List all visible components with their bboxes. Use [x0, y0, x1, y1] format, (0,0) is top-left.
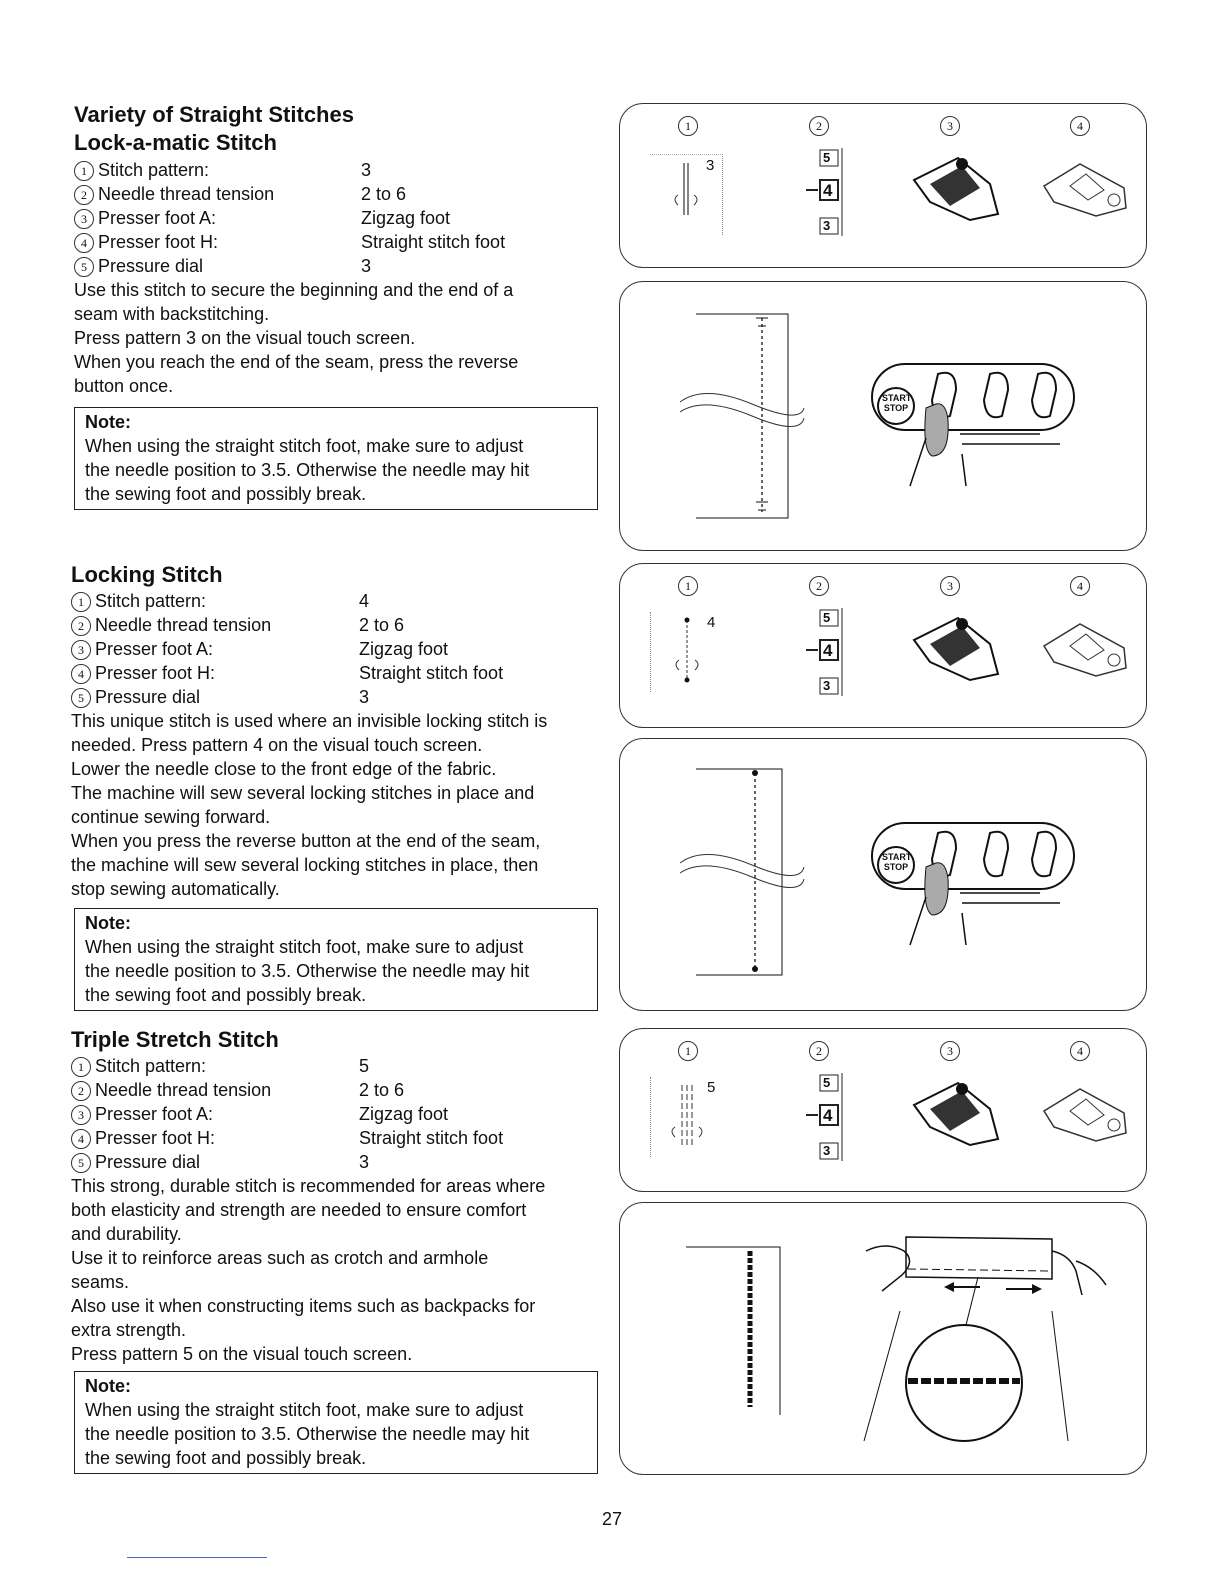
dial-number: 4 — [823, 181, 833, 200]
setting-label: Presser foot H: — [95, 663, 216, 683]
body-line: This unique stitch is used where an invisible locking stitch is — [71, 711, 548, 731]
circled-number: 3 — [940, 1041, 960, 1061]
body-text — [71, 1174, 545, 1366]
body-line: needed. Press pattern 4 on the visual touch screen. — [71, 735, 483, 755]
page-number: 27 — [601, 1509, 623, 1529]
body-text — [74, 278, 518, 398]
stitch-symbol-icon — [651, 612, 723, 692]
fabric-stitch-illustration — [680, 312, 880, 522]
note-line: When using the straight stitch foot, make sure to adjust — [85, 1400, 524, 1420]
setting-value: 3 — [361, 160, 372, 180]
body-line: When you press the reverse button at the end of the seam, — [71, 831, 541, 851]
note-title: Note: — [85, 913, 131, 933]
setting-label: Stitch pattern: — [95, 591, 207, 611]
setting-value: Straight stitch foot — [361, 232, 506, 252]
dial-number: 5 — [823, 1075, 831, 1090]
circled-number: 3 — [940, 576, 960, 596]
button-panel-illustration — [870, 819, 1080, 949]
tension-dial-icon — [806, 1073, 846, 1163]
body-line: seam with backstitching. — [74, 304, 270, 324]
dial-number: 3 — [823, 218, 831, 233]
dial-number: 4 — [823, 641, 833, 660]
circled-number: 1 — [678, 576, 698, 596]
body-line: Press pattern 5 on the visual touch screen. — [71, 1344, 413, 1364]
dial-number: 5 — [823, 610, 831, 625]
stretch-stitch-figure — [619, 1202, 1147, 1475]
circled-number: 2 — [809, 576, 829, 596]
body-text — [71, 709, 547, 901]
setting-value: Straight stitch foot — [359, 1128, 504, 1148]
note-line: the needle position to 3.5. Otherwise the needle may hit — [85, 961, 530, 981]
circled-number: 5 — [74, 257, 94, 277]
circled-number: 2 — [809, 116, 829, 136]
setting-value: Zigzag foot — [359, 639, 449, 659]
setting-value: 2 to 6 — [361, 184, 407, 204]
setting-label: Presser foot A: — [95, 639, 214, 659]
circled-number: 2 — [71, 616, 91, 636]
straight-stitch-foot-icon — [1040, 160, 1130, 218]
zigzag-foot-icon — [910, 154, 1002, 224]
setting-value: Straight stitch foot — [359, 663, 504, 683]
circled-number: 1 — [678, 116, 698, 136]
pattern-number: 5 — [707, 1079, 716, 1096]
dial-number: 3 — [823, 678, 831, 693]
body-line: This strong, durable stitch is recommended for areas where — [71, 1176, 546, 1196]
body-line: the machine will sew several locking stitches in place, then — [71, 855, 539, 875]
stretch-test-illustration — [856, 1231, 1116, 1471]
circled-number: 1 — [678, 1041, 698, 1061]
section-subtitle: Lock-a-matic Stitch — [74, 130, 277, 155]
circled-number: 1 — [71, 1057, 91, 1077]
setting-label: Presser foot A: — [95, 1104, 214, 1124]
circled-number: 4 — [74, 233, 94, 253]
settings-figure — [619, 103, 1147, 268]
setting-value: 2 to 6 — [359, 1080, 405, 1100]
setting-label: Presser foot A: — [98, 208, 217, 228]
note-box — [74, 1371, 598, 1474]
note-line: the sewing foot and possibly break. — [85, 484, 367, 504]
body-line: button once. — [74, 376, 174, 396]
body-line: stop sewing automatically. — [71, 879, 280, 899]
straight-stitch-foot-icon — [1040, 620, 1130, 678]
setting-value: 3 — [359, 1152, 370, 1172]
setting-label: Stitch pattern: — [95, 1056, 207, 1076]
note-title: Note: — [85, 412, 131, 432]
circled-number: 3 — [74, 209, 94, 229]
setting-value: 5 — [359, 1056, 370, 1076]
body-line: and durability. — [71, 1224, 182, 1244]
setting-label: Stitch pattern: — [98, 160, 210, 180]
circled-number: 4 — [71, 664, 91, 684]
divider — [127, 1557, 267, 1558]
body-line: seams. — [71, 1272, 130, 1292]
setting-value: Zigzag foot — [359, 1104, 449, 1124]
setting-value: 2 to 6 — [359, 615, 405, 635]
setting-value: Zigzag foot — [361, 208, 451, 228]
section-title: Variety of Straight Stitches — [74, 102, 354, 127]
circled-number: 3 — [940, 116, 960, 136]
circled-number: 4 — [1070, 1041, 1090, 1061]
setting-label: Pressure dial — [98, 256, 204, 276]
circled-number: 2 — [809, 1041, 829, 1061]
note-title: Note: — [85, 1376, 131, 1396]
pattern-number: 4 — [707, 614, 716, 631]
reverse-button-figure — [619, 281, 1147, 551]
zigzag-foot-icon — [910, 1079, 1002, 1149]
pattern-key-icon — [650, 154, 723, 235]
body-line: When you reach the end of the seam, press the reverse — [74, 352, 519, 372]
circled-number: 4 — [1070, 116, 1090, 136]
circled-number: 5 — [71, 688, 91, 708]
circled-number: 2 — [74, 185, 94, 205]
note-box — [74, 908, 598, 1011]
section-title: Locking Stitch — [71, 562, 223, 587]
circled-number: 5 — [71, 1153, 91, 1173]
stitch-symbol-icon — [650, 155, 722, 235]
dial-number: 4 — [823, 1106, 833, 1125]
circled-number: 4 — [71, 1129, 91, 1149]
setting-label: Pressure dial — [95, 1152, 201, 1172]
pattern-key-icon — [650, 612, 723, 692]
tension-dial-icon — [806, 148, 846, 238]
body-line: extra strength. — [71, 1320, 187, 1340]
note-line: When using the straight stitch foot, make sure to adjust — [85, 436, 524, 456]
circled-number: 1 — [71, 592, 91, 612]
fabric-stitch-illustration — [680, 767, 880, 979]
note-box — [74, 407, 598, 510]
start-stop-label: START STOP — [882, 393, 912, 413]
start-stop-label: START STOP — [882, 852, 912, 872]
note-line: the sewing foot and possibly break. — [85, 985, 367, 1005]
dial-number: 5 — [823, 150, 831, 165]
body-line: Use this stitch to secure the beginning and the end of a — [74, 280, 514, 300]
straight-stitch-foot-icon — [1040, 1085, 1130, 1143]
reverse-button-figure — [619, 738, 1147, 1011]
body-line: Use it to reinforce areas such as crotch and armhole — [71, 1248, 489, 1268]
setting-value: 3 — [359, 687, 370, 707]
note-line: the needle position to 3.5. Otherwise the needle may hit — [85, 460, 530, 480]
body-line: Lower the needle close to the front edge of the fabric. — [71, 759, 497, 779]
settings-figure — [619, 563, 1147, 728]
note-line: When using the straight stitch foot, make sure to adjust — [85, 937, 524, 957]
section-title: Triple Stretch Stitch — [71, 1027, 279, 1052]
note-line: the needle position to 3.5. Otherwise the needle may hit — [85, 1424, 530, 1444]
setting-value: 3 — [361, 256, 372, 276]
fabric-stitch-illustration — [682, 1243, 792, 1423]
body-line: both elasticity and strength are needed to ensure comfort — [71, 1200, 527, 1220]
pattern-number: 3 — [706, 157, 715, 174]
setting-label: Presser foot H: — [98, 232, 219, 252]
tension-dial-icon — [806, 608, 846, 698]
setting-value: 4 — [359, 591, 370, 611]
body-line: continue sewing forward. — [71, 807, 271, 827]
setting-label: Pressure dial — [95, 687, 201, 707]
dial-number: 3 — [823, 1143, 831, 1158]
body-line: The machine will sew several locking stitches in place and — [71, 783, 535, 803]
setting-label: Needle thread tension — [95, 615, 272, 635]
circled-number: 3 — [71, 1105, 91, 1125]
circled-number: 2 — [71, 1081, 91, 1101]
button-panel-illustration — [870, 360, 1080, 490]
body-line: Also use it when constructing items such as backpacks for — [71, 1296, 536, 1316]
settings-figure — [619, 1028, 1147, 1192]
zigzag-foot-icon — [910, 614, 1002, 684]
circled-number: 1 — [74, 161, 94, 181]
setting-label: Needle thread tension — [95, 1080, 272, 1100]
circled-number: 3 — [71, 640, 91, 660]
body-line: Press pattern 3 on the visual touch screen. — [74, 328, 416, 348]
note-line: the sewing foot and possibly break. — [85, 1448, 367, 1468]
stitch-symbol-icon — [651, 1077, 723, 1157]
setting-label: Needle thread tension — [98, 184, 275, 204]
setting-label: Presser foot H: — [95, 1128, 216, 1148]
circled-number: 4 — [1070, 576, 1090, 596]
pattern-key-icon — [650, 1077, 723, 1157]
